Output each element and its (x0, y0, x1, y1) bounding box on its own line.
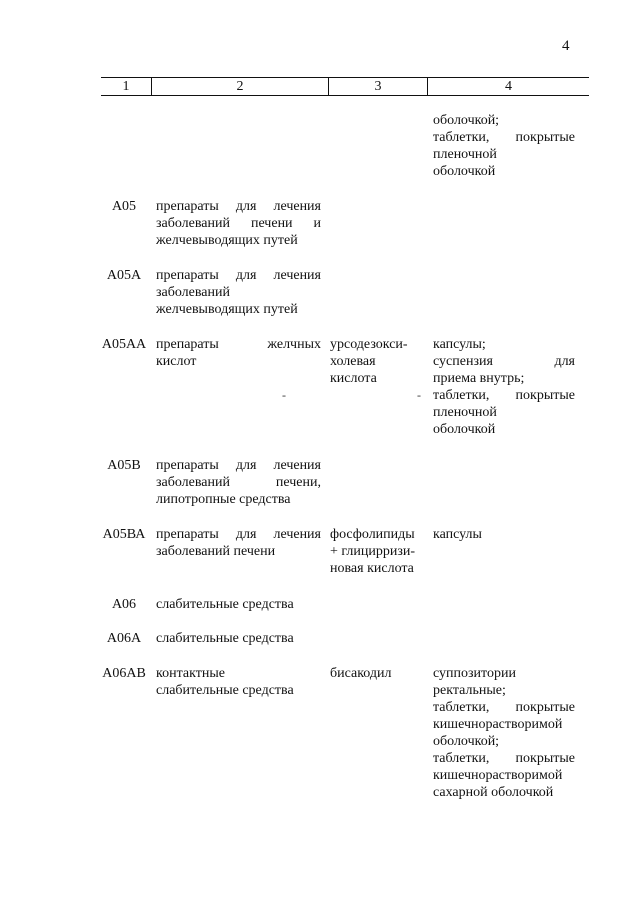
group-name-line: препараты для лечения (156, 268, 321, 283)
group-name-line: заболеваний (156, 285, 230, 300)
group-name (156, 198, 321, 249)
header-col-1: 1 (122, 79, 130, 94)
page-number: 4 (562, 38, 570, 54)
drug-name-line: кислота (330, 371, 377, 386)
form-line: капсулы; (433, 337, 486, 352)
group-name-line: заболеваний печени и (156, 216, 321, 231)
group-name-line: кислот (156, 354, 197, 369)
atc-code: А05АА (101, 337, 147, 352)
header-col-3: 3 (374, 79, 382, 94)
form-line: оболочкой; (433, 113, 500, 128)
atc-code: А06А (106, 631, 142, 646)
drug-name-line: новая кислота (330, 561, 414, 576)
group-name-line: заболеваний печени (156, 544, 276, 559)
form-line: оболочкой (433, 164, 496, 179)
continuation-forms (433, 112, 575, 180)
drug-name-line: фосфолипиды (330, 527, 415, 542)
scan-dash-mark: - (417, 388, 421, 402)
group-name-line: липотропные средства (156, 492, 291, 507)
atc-code: А05ВА (102, 527, 146, 542)
group-name-line: слабительные средства (156, 631, 294, 646)
group-name-line: слабительные средства (156, 683, 294, 698)
drug-name-line: + глицирризи- (330, 544, 416, 559)
form-line: кишечнорастворимой (433, 717, 563, 732)
group-name (156, 457, 321, 508)
drug-name (330, 336, 425, 387)
form-line: таблетки, покрытые (433, 130, 575, 145)
group-name-line: желчевыводящих путей (156, 302, 298, 317)
group-name (156, 526, 321, 560)
header-col-2: 2 (236, 79, 244, 94)
group-name-line: желчевыводящих путей (156, 233, 298, 248)
drug-name-line: урсодезокси- (330, 337, 408, 352)
header-col-4: 4 (505, 79, 512, 94)
form-line: ректальные; (433, 683, 506, 698)
drug-name (330, 526, 425, 577)
atc-code: А06 (111, 597, 137, 612)
form-line: пленочной (433, 405, 497, 420)
form-line: капсулы (433, 527, 482, 542)
form-line: таблетки, покрытые (433, 700, 575, 715)
form-line: оболочкой (433, 422, 496, 437)
group-name-line: контактные (156, 666, 225, 681)
drug-name (330, 665, 425, 682)
drug-name-line: бисакодил (330, 666, 392, 681)
group-name-line: слабительные средства (156, 597, 294, 612)
dosage-forms (433, 336, 575, 438)
dosage-forms (433, 526, 575, 543)
atc-code: А05 (111, 199, 137, 214)
group-name (156, 630, 321, 647)
group-name (156, 665, 321, 699)
group-name-line: заболеваний печени, (156, 475, 321, 490)
atc-code: А05А (106, 268, 142, 283)
dosage-forms (433, 665, 575, 801)
form-line: приема внутрь; (433, 371, 525, 386)
drug-name-line: холевая (330, 354, 376, 369)
form-line: кишечнорастворимой (433, 768, 563, 783)
table-header (101, 77, 589, 96)
form-line: сахарной оболочкой (433, 785, 554, 800)
group-name-line: препараты для лечения (156, 199, 321, 214)
form-line: суппозитории (433, 666, 516, 681)
group-name (156, 336, 321, 370)
group-name (156, 267, 321, 318)
group-name (156, 596, 321, 613)
group-name-line: препараты для лечения (156, 458, 321, 473)
scan-dash-mark: - (282, 388, 286, 402)
form-line: пленочной (433, 147, 497, 162)
group-name-line: препараты для лечения (156, 527, 321, 542)
atc-code: А06АВ (102, 666, 146, 681)
form-line: оболочкой; (433, 734, 500, 749)
atc-code: А05В (107, 458, 141, 473)
form-line: таблетки, покрытые (433, 388, 575, 403)
group-name-line: препараты желчных (156, 337, 321, 352)
form-line: суспензия для (433, 354, 575, 369)
form-line: таблетки, покрытые (433, 751, 575, 766)
